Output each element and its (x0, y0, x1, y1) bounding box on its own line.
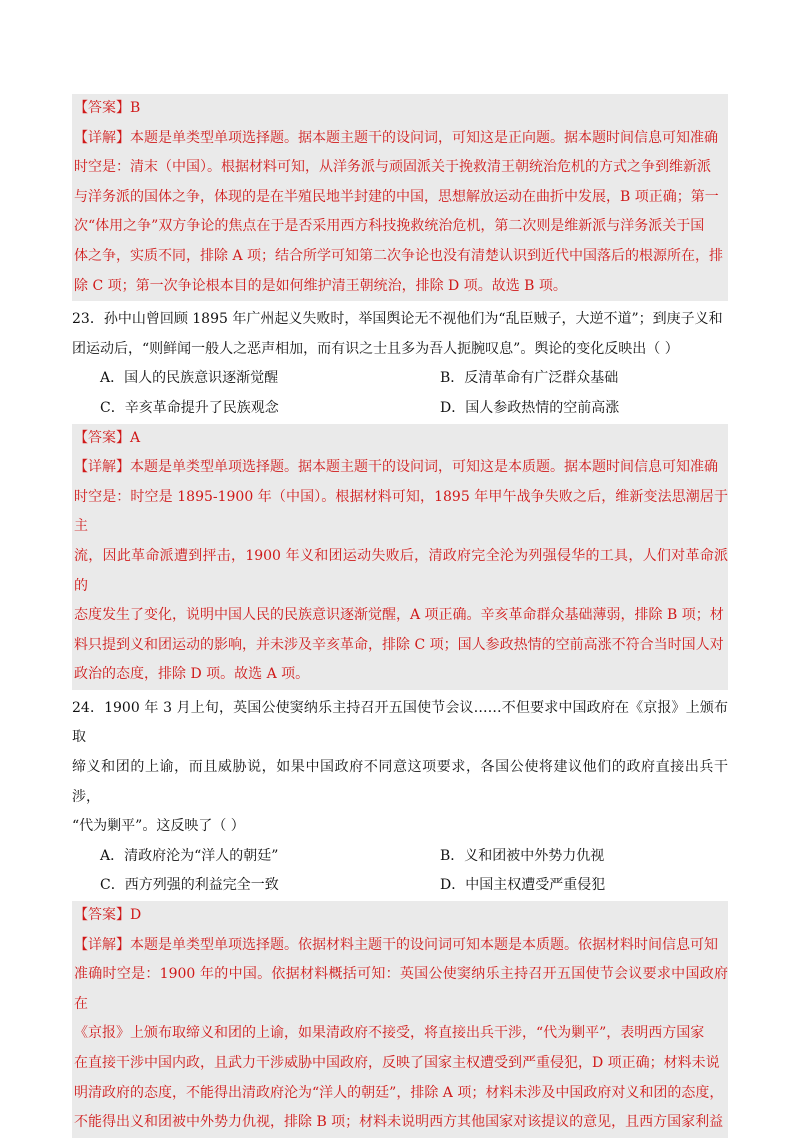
question-24 (72, 694, 728, 842)
question-stem: 缔义和团的上谕，而且威胁说，如果中国政府不同意这项要求，各国公使将建议他们的政府直接出兵干涉， (72, 759, 728, 805)
detail-line: 不能得出义和团被中外势力仇视，排除 B 项；材料未说明西方其他国家对该提议的意见，且西方国家利益 (74, 1114, 724, 1131)
detail-line: 在直接干涉中国内政，且武力干涉威胁中国政府，反映了国家主权遭受到严重侵犯，D 项正确；材料未说 (74, 1055, 720, 1071)
question-stem: “代为剿平”。这反映了（ ） (72, 818, 245, 835)
question-stem: 24．1900 年 3 月上旬，英国公使窦纳乐主持召开五国使节会议……不但要求中国政府在《京报》上颁布取 (72, 699, 728, 746)
detail-line: 料只提到义和团运动的影响，并未涉及辛亥革命，排除 C 项；国人参政热情的空前高涨不符合当时国人对 (74, 636, 724, 653)
answer-value: B (130, 100, 141, 116)
answer-value: A (130, 429, 141, 446)
answer-tag: 【答案】 (74, 429, 130, 446)
answer-block-22 (72, 94, 728, 301)
detail-line: 《京报》上颁布取缔义和团的上谕，如果清政府不接受，将直接出兵干涉，“代为剿平”，表明西方国家 (74, 1025, 705, 1042)
detail-line: 与洋务派的国体之争，体现的是在半殖民地半封建的中国，思想解放运动在曲折中发展，B 项正确；第一 (74, 188, 719, 205)
question-stem: 团运动后，“则鲜闻一般人之恶声相加，而有识之士且多为吾人扼腕叹息”。舆论的变化反映出（ ） (72, 340, 679, 357)
answer-line (74, 901, 728, 931)
detail-line: 【详解】本题是单类型单项选择题。据本题主题干的设问词，可知这是本质题。据本题时间信息可知准确 (74, 459, 718, 476)
detail-line: 时空是：时空是 1895-1900 年（中国）。根据材料可知，1895 年甲午战争失败之后，维新变法思潮居于主 (74, 488, 728, 535)
detail-line: 政治的态度，排除 D 项。故选 A 项。 (74, 666, 310, 683)
detail-line: 体之争，实质不同，排除 A 项；结合所学可知第二次争论也没有清楚认识到近代中国落后的根源所在，排 (74, 247, 724, 264)
detail-line: 态度发生了变化，说明中国人民的民族意识逐渐觉醒，A 项正确。辛亥革命群众基础薄弱，排除 B 项；材 (74, 607, 724, 624)
answer-line (74, 94, 728, 124)
answer-block-24 (72, 901, 728, 1138)
option-a: A．国人的民族意识逐渐觉醒 (100, 370, 279, 387)
answer-tag: 【答案】 (74, 907, 130, 924)
options-24 (72, 842, 728, 901)
detail-line: 次“体用之争”双方争论的焦点在于是否采用西方科技挽救统治危机，第二次则是维新派与洋务派关于国 (74, 218, 705, 235)
option-d: D．中国主权遭受严重侵犯 (440, 877, 606, 894)
option-a: A．清政府沦为“洋人的朝廷” (100, 847, 279, 864)
option-b: B．反清革命有广泛群众基础 (440, 370, 619, 387)
option-c: C．西方列强的利益完全一致 (100, 877, 279, 894)
question-stem: 23．孙中山曾回顾 1895 年广州起义失败时，举国舆论无不视他们为“乱臣贼子，大逆不道”；到庚子义和 (72, 311, 723, 328)
answer-tag: 【答案】 (74, 100, 130, 116)
detail-tag: 【详解】 (74, 129, 130, 146)
detail-line: 时空是：清末（中国）。根据材料可知，从洋务派与顽固派关于挽救清王朝统治危机的方式之争到维新派 (74, 159, 711, 176)
option-c: C．辛亥革命提升了民族观念 (100, 399, 279, 416)
detail-tag: 【详解】 (74, 459, 130, 476)
option-b: B．义和团被中外势力仇视 (440, 847, 605, 864)
answer-line (74, 424, 728, 454)
question-23 (72, 305, 728, 364)
options-23 (72, 364, 728, 423)
detail-line: 【详解】本题是单类型单项选择题。据本题主题干的设问词，可知这是正向题。据本题时间信息可知准确 (74, 129, 718, 146)
detail-tag: 【详解】 (74, 936, 130, 953)
detail-line: 【详解】本题是单类型单项选择题。依据材料主题干的设问词可知本题是本质题。依据材料时间信息可知 (74, 936, 718, 953)
option-d: D．国人参政热情的空前高涨 (440, 399, 620, 416)
answer-block-23 (72, 424, 728, 690)
document-page (72, 94, 728, 1138)
answer-value: D (130, 907, 142, 924)
detail-line: 除 C 项；第一次争论根本目的是如何维护清王朝统治，排除 D 项。故选 B 项。 (74, 277, 567, 294)
detail-line: 流，因此革命派遭到抨击，1900 年义和团运动失败后，清政府完全沦为列强侵华的工具，人们对革命派的 (74, 547, 728, 594)
detail-line: 明清政府的态度，不能得出清政府沦为“洋人的朝廷”，排除 A 项；材料未涉及中国政府对义和团的态度， (74, 1084, 724, 1101)
detail-line: 准确时空是：1900 年的中国。依据材料概括可知：英国公使窦纳乐主持召开五国使节会议要求中国政府在 (74, 966, 728, 1012)
